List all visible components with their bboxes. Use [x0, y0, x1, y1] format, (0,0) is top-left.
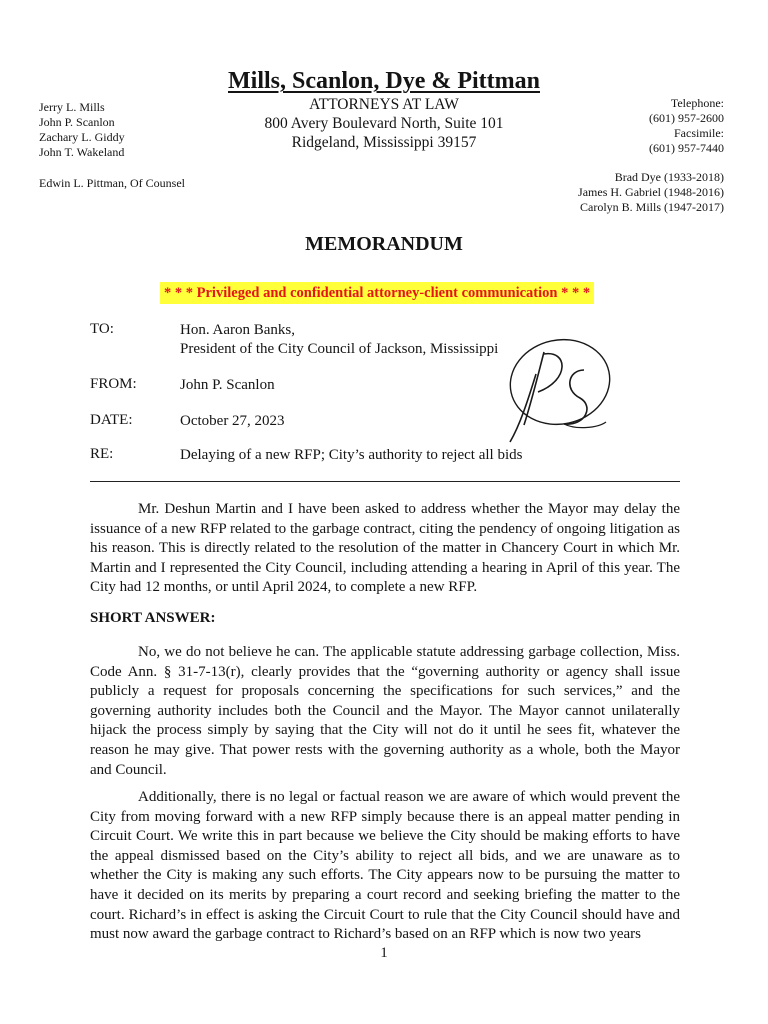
firm-subtitle: ATTORNEYS AT LAW	[309, 96, 459, 113]
partner-name: John P. Scanlon	[39, 115, 115, 129]
telephone-label: Telephone:	[670, 96, 724, 110]
memorial-name: James H. Gabriel (1948-2016)	[578, 185, 724, 199]
from-value: John P. Scanlon	[180, 377, 275, 393]
memo-title: MEMORANDUM	[305, 233, 463, 255]
date-value: October 27, 2023	[180, 413, 285, 429]
facsimile-number: (601) 957-7440	[649, 141, 724, 155]
page-number: 1	[380, 945, 388, 961]
to-label: TO:	[90, 321, 114, 337]
short-answer-heading: SHORT ANSWER:	[90, 610, 216, 626]
partner-list	[39, 100, 125, 160]
contact-block	[649, 96, 724, 156]
to-line2: President of the City Council of Jackson, Mississippi	[180, 341, 499, 357]
firm-name: Mills, Scanlon, Dye & Pittman	[228, 68, 540, 94]
telephone-number: (601) 957-2600	[649, 111, 724, 125]
body-paragraph: Mr. Deshun Martin and I have been asked to address whether the Mayor may delay the issuance of a new RFP related to the garbage contract, citing the pendency of ongoing litigation as his reason. This is directly related to the resolution of the matter in Chancery Court in which Mr. Martin and I represented the City Council, including attending a hearing in April of this year. The City had 12 months, or until April 2024, to complete a new RFP.	[90, 501, 680, 596]
memorial-name: Carolyn B. Mills (1947-2017)	[580, 200, 724, 214]
facsimile-label: Facsimile:	[674, 126, 724, 140]
to-line1: Hon. Aaron Banks,	[180, 322, 295, 338]
memorial-list	[578, 170, 724, 215]
body-paragraph: No, we do not believe he can. The applicable statute addressing garbage collection, Miss. Code Ann. § 31-7-13(r), clearly provides that the “governing authority or agency shall issue publicly a request for proposals concerning the specifications for such services,” and the governing authority includes both the Council and the Mayor. The Mayor cannot unilaterally hijack the process simply by saying that the City will not do it until he sees fit, whatever the reason he may give. That power rests with the governing authority as a whole, both the Mayor and Council.	[90, 644, 680, 778]
of-counsel: Edwin L. Pittman, Of Counsel	[39, 176, 185, 190]
firm-address-line1: 800 Avery Boulevard North, Suite 101	[264, 115, 504, 132]
re-value: Delaying of a new RFP; City’s authority to reject all bids	[180, 447, 523, 463]
signature-initials	[498, 330, 618, 450]
header-divider	[90, 481, 680, 482]
firm-address-line2: Ridgeland, Mississippi 39157	[291, 134, 477, 151]
partner-name: John T. Wakeland	[39, 145, 125, 159]
partner-name: Zachary L. Giddy	[39, 130, 125, 144]
body-paragraph: Additionally, there is no legal or factual reason we are aware of which would prevent the City from moving forward with a new RFP simply because there is an appeal matter pending in Circuit Court. We write this in part because we believe the City should be making efforts to have the appeal dismissed based on the City’s ability to reject all bids, and we are unaware as to whether the City is making any such efforts. The City appears now to be pursuing the matter to have it decided on its merits by preparing a court record and seeking briefing the matter to the court. Richard’s in effect is asking the Circuit Court to rule that the City Council should have and must now award the garbage contract to Richard’s based on an RFP which is now two years	[90, 789, 680, 943]
from-label: FROM:	[90, 376, 137, 392]
re-label: RE:	[90, 446, 114, 462]
partner-name: Jerry L. Mills	[39, 100, 105, 114]
memorial-name: Brad Dye (1933-2018)	[614, 170, 724, 184]
date-label: DATE:	[90, 412, 133, 428]
confidentiality-banner: * * * Privileged and confidential attorney-client communication * * *	[160, 282, 594, 304]
